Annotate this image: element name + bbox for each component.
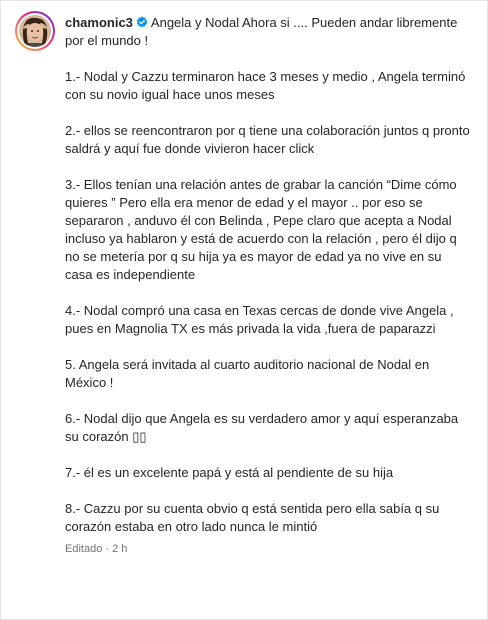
caption-point-7: 7.- él es un excelente papá y está al pendiente de su hija <box>65 465 394 480</box>
caption-point-1: 1.- Nodal y Cazzu terminaron hace 3 meses y medio , Angela terminó con su novio igual hace unos meses <box>65 69 466 102</box>
username-link[interactable]: chamonic3 <box>65 15 133 30</box>
caption-point-8: 8.- Cazzu por su cuenta obvio q está sentida pero ella sabía q su corazón estaba en otro lado nunca le mintió <box>65 501 440 534</box>
caption-point-5: 5. Angela será invitada al cuarto auditorio nacional de Nodal en México ! <box>65 357 430 390</box>
caption-intro-text: Angela y Nodal Ahora si .... Pueden andar libremente por el mundo ! <box>65 15 458 48</box>
profile-photo <box>19 15 51 47</box>
caption-point-6: 6.- Nodal dijo que Angela es su verdadero amor y aquí esperanzaba su corazón ▯▯ <box>65 411 459 444</box>
caption-point-2: 2.- ellos se reencontraron por q tiene una colaboración juntos q pronto saldrá y aquí fue donde vivieron hacer click <box>65 123 470 156</box>
post-caption <box>65 14 470 554</box>
verified-badge-icon <box>136 15 148 27</box>
edited-timestamp: Editado · 2 h <box>65 543 128 555</box>
caption-intro <box>65 14 470 50</box>
avatar[interactable] <box>15 11 55 51</box>
caption-point-4: 4.- Nodal compró una casa en Texas cercas de donde vive Angela , pues en Magnolia TX es más privada la vida ,fuera de paparazzi <box>65 303 454 336</box>
caption-point-3: 3.- Ellos tenían una relación antes de grabar la canción “Dime cómo quieres ” Pero ella era menor de edad y el mayor .. por eso se separaron , anduvo él con Belinda , Pepe claro que acepta a Nodal incluso ya hablaron y está de acuerdo con la relación , pero él dijo q no se metería por q su hija ya es mayor de edad ya no vive en su casa es independiente <box>65 177 457 282</box>
